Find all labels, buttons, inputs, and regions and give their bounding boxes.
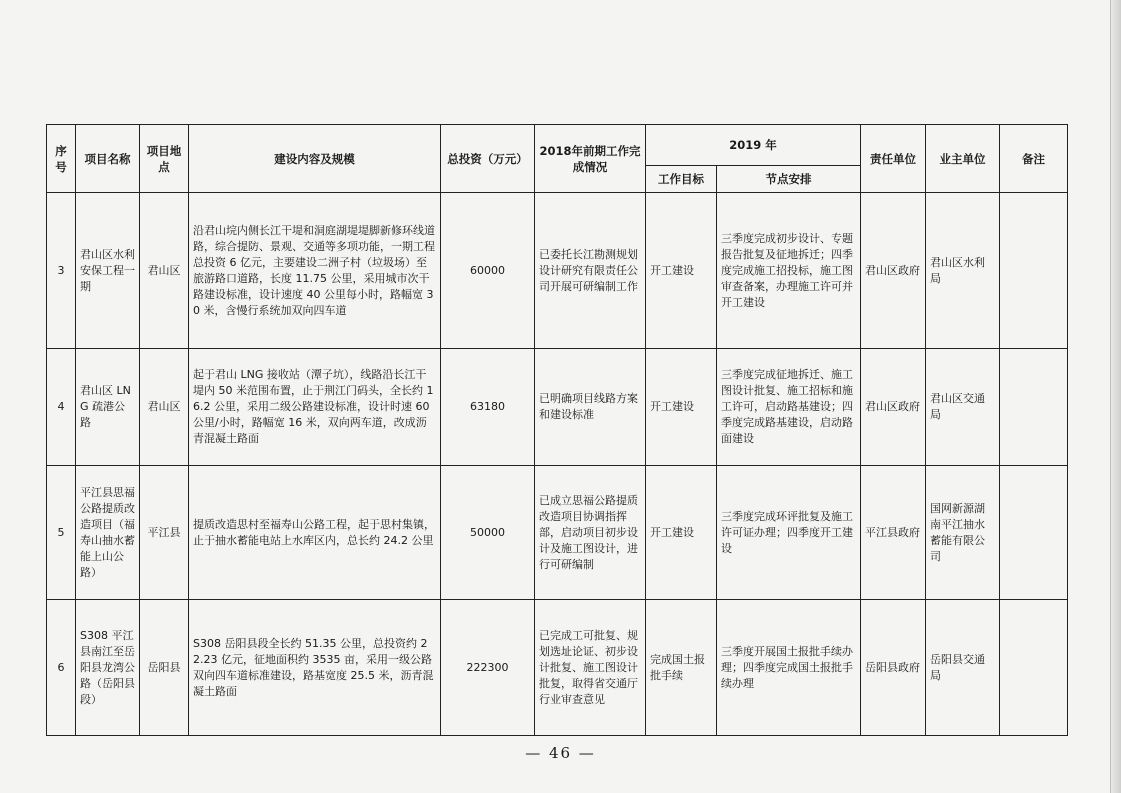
cell-responsible: 平江县政府 — [861, 466, 926, 600]
page-number: — 46 — — [525, 744, 596, 762]
cell-seq: 3 — [47, 193, 76, 349]
table-row — [47, 466, 1068, 600]
cell-target: 开工建设 — [646, 349, 717, 466]
header-prework: 2018年前期工作完成情况 — [535, 125, 646, 193]
table-row — [47, 349, 1068, 466]
cell-location: 君山区 — [140, 349, 189, 466]
header-year-group: 2019 年 — [646, 125, 861, 166]
cell-target: 完成国土报批手续 — [646, 600, 717, 736]
cell-owner: 岳阳县交通局 — [926, 600, 1000, 736]
table-row — [47, 193, 1068, 349]
cell-location: 君山区 — [140, 193, 189, 349]
cell-seq: 4 — [47, 349, 76, 466]
header-remarks: 备注 — [1000, 125, 1068, 193]
cell-prework: 已明确项目线路方案和建设标准 — [535, 349, 646, 466]
cell-location: 岳阳县 — [140, 600, 189, 736]
cell-owner: 君山区水利局 — [926, 193, 1000, 349]
cell-milestones: 三季度开展国土报批手续办理；四季度完成国土报批手续办理 — [717, 600, 861, 736]
cell-location: 平江县 — [140, 466, 189, 600]
header-target: 工作目标 — [646, 166, 717, 193]
header-name: 项目名称 — [76, 125, 140, 193]
cell-responsible: 岳阳县政府 — [861, 600, 926, 736]
cell-investment: 63180 — [441, 349, 535, 466]
cell-remarks — [1000, 466, 1068, 600]
cell-content: 沿君山垸内侧长江干堤和洞庭湖堤堤脚新修环线道路，综合提防、景观、交通等多项功能，一期工程总投资 6 亿元，主要建设二洲子村（垃圾场）至旅游路口道路，长度 11.75 公里，采用城市次干路建设标准，设计速度 40 公里每小时，路幅宽 30 米，含慢行系统加双向四车道 — [189, 193, 441, 349]
project-table — [46, 124, 1068, 736]
cell-investment: 50000 — [441, 466, 535, 600]
cell-owner: 国网新源湖南平江抽水蓄能有限公司 — [926, 466, 1000, 600]
cell-remarks — [1000, 600, 1068, 736]
cell-target: 开工建设 — [646, 466, 717, 600]
cell-remarks — [1000, 349, 1068, 466]
cell-milestones: 三季度完成环评批复及施工许可证办理；四季度开工建设 — [717, 466, 861, 600]
cell-name: 君山区水利安保工程一期 — [76, 193, 140, 349]
header-content: 建设内容及规模 — [189, 125, 441, 193]
header-responsible: 责任单位 — [861, 125, 926, 193]
cell-remarks — [1000, 193, 1068, 349]
header-seq: 序号 — [47, 125, 76, 193]
cell-owner: 君山区交通局 — [926, 349, 1000, 466]
table-row — [47, 600, 1068, 736]
cell-investment: 60000 — [441, 193, 535, 349]
cell-content: 起于君山 LNG 接收站（潭子坑），线路沿长江干堤内 50 米范围布置，止于荆江门码头，全长约 16.2 公里，采用二级公路建设标准，设计时速 60 公里/小时，路幅宽 16 米，双向两车道，改成沥青混凝土路面 — [189, 349, 441, 466]
cell-seq: 5 — [47, 466, 76, 600]
header-investment: 总投资（万元） — [441, 125, 535, 193]
cell-name: 平江县思福公路提质改造项目（福寿山抽水蓄能上山公路） — [76, 466, 140, 600]
cell-content: 提质改造思村至福寿山公路工程，起于思村集镇，止于抽水蓄能电站上水库区内，总长约 24.2 公里 — [189, 466, 441, 600]
cell-seq: 6 — [47, 600, 76, 736]
cell-milestones: 三季度完成初步设计、专题报告批复及征地拆迁；四季度完成施工招投标，施工图审查备案，办理施工许可并开工建设 — [717, 193, 861, 349]
cell-content: S308 岳阳县段全长约 51.35 公里，总投资约 22.23 亿元，征地面积约 3535 亩，采用一级公路双向四车道标准建设，路基宽度 25.5 米，沥青混凝土路面 — [189, 600, 441, 736]
scan-edge — [1111, 0, 1121, 793]
scan-line — [1110, 0, 1111, 793]
cell-responsible: 君山区政府 — [861, 193, 926, 349]
cell-name: S308 平江县南江至岳阳县龙湾公路（岳阳县段） — [76, 600, 140, 736]
cell-prework: 已完成工可批复、规划选址论证、初步设计批复、施工图设计批复，取得省交通厅行业审查意见 — [535, 600, 646, 736]
header-milestones: 节点安排 — [717, 166, 861, 193]
cell-prework: 已成立思福公路提质改造项目协调指挥部，启动项目初步设计及施工图设计，进行可研编制 — [535, 466, 646, 600]
cell-target: 开工建设 — [646, 193, 717, 349]
header-row-1 — [47, 125, 1068, 166]
cell-prework: 已委托长江勘测规划设计研究有限责任公司开展可研编制工作 — [535, 193, 646, 349]
cell-milestones: 三季度完成征地拆迁、施工图设计批复、施工招标和施工许可，启动路基建设；四季度完成路基建设，启动路面建设 — [717, 349, 861, 466]
header-location: 项目地点 — [140, 125, 189, 193]
cell-investment: 222300 — [441, 600, 535, 736]
cell-name: 君山区 LNG 疏港公路 — [76, 349, 140, 466]
header-owner: 业主单位 — [926, 125, 1000, 193]
cell-responsible: 君山区政府 — [861, 349, 926, 466]
